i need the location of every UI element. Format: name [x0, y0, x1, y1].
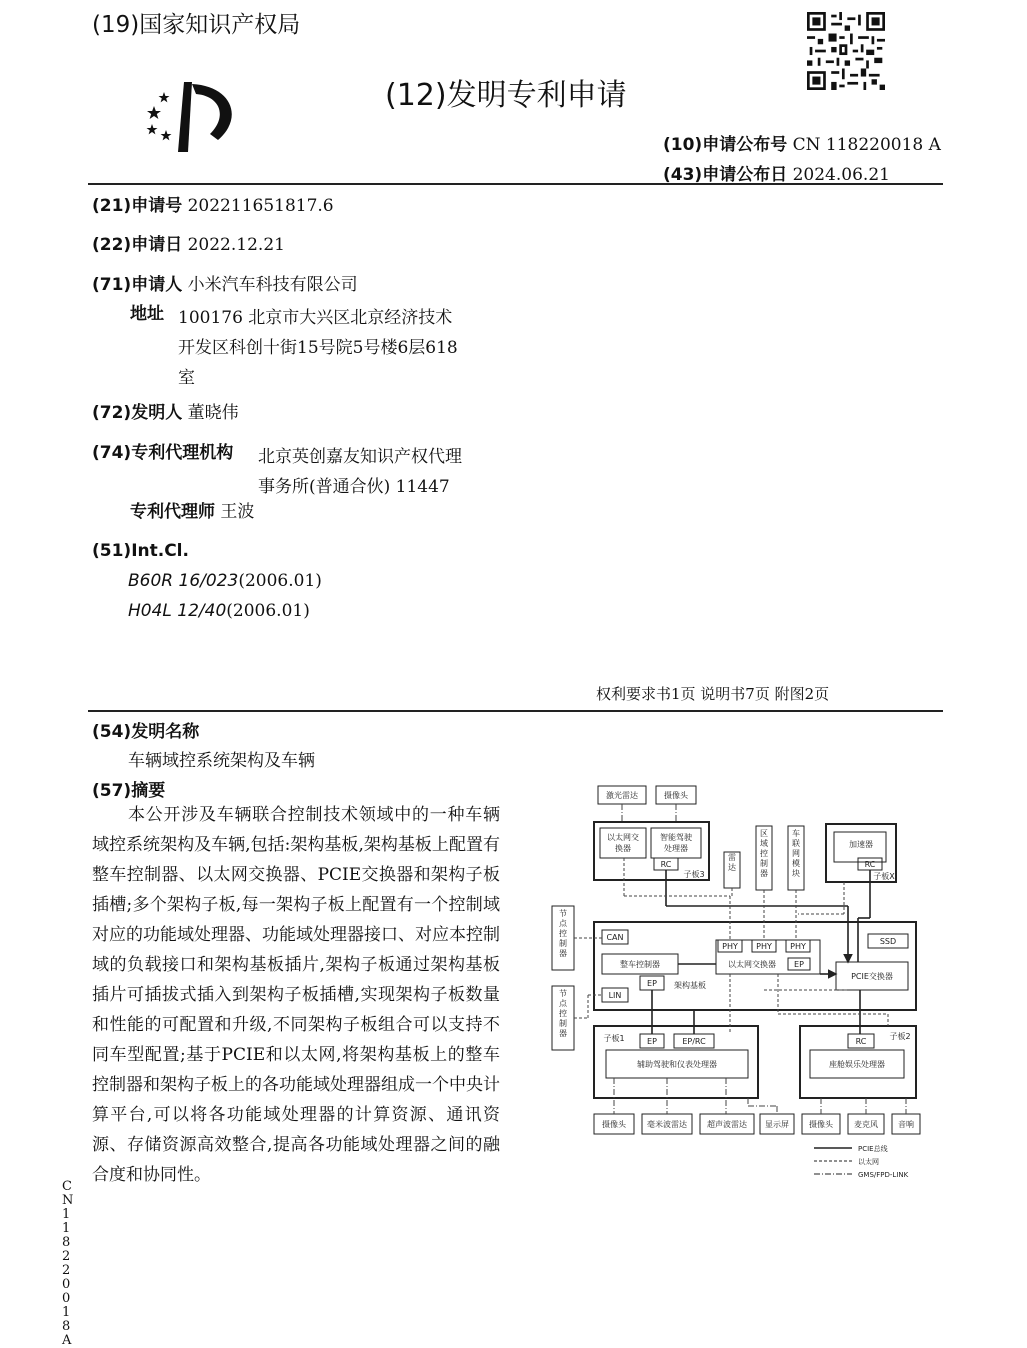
agent: 王波	[220, 502, 255, 522]
address-label: 地址	[130, 304, 164, 324]
label-ultrasonic: 超声波雷达	[707, 1120, 747, 1129]
label-adas-proc-a: 智能驾驶	[660, 833, 692, 842]
label-laser-radar: 激光雷达	[606, 791, 638, 800]
label-vcu: 整车控制器	[620, 960, 660, 969]
inventor-row	[92, 402, 239, 424]
label-phy-2: PHY	[756, 942, 772, 951]
application-number-row	[92, 195, 334, 217]
label-rc-x: RC	[864, 860, 876, 869]
int-cl-1	[128, 571, 322, 591]
applicant-label: (71)申请人	[92, 275, 183, 295]
title-label: (54)发明名称	[92, 722, 200, 742]
legend-pcie: PCIE总线	[858, 1145, 888, 1153]
applicant: 小米汽车科技有限公司	[187, 275, 358, 295]
publication-number-row	[663, 130, 941, 155]
int-cl-1-version: (2006.01)	[238, 571, 322, 591]
label-can: CAN	[606, 933, 624, 942]
agency	[258, 442, 462, 502]
label-display: 显示屏	[765, 1120, 789, 1129]
label-base-board: 架构基板	[674, 981, 706, 990]
label-adas-cluster: 辅助驾驶和仪表处理器	[637, 1060, 717, 1069]
int-cl-label: (51)Int.Cl.	[92, 541, 189, 561]
label-subboardx: 子板X	[873, 872, 895, 881]
legend-gms: GMS/FPD-LINK	[858, 1171, 909, 1179]
address-line-3: 室	[178, 368, 195, 388]
label-ivi: 座舱娱乐处理器	[829, 1060, 885, 1069]
application-number: 202211651817.6	[187, 196, 334, 216]
agency-label: (74)专利代理机构	[92, 443, 234, 463]
label-pcie-switch: PCIE交换器	[851, 972, 893, 981]
inventor-label: (72)发明人	[92, 403, 183, 423]
label-node-ctrl-2: 节点控制器	[559, 989, 567, 1038]
label-ep-base: EP	[647, 979, 657, 988]
agency-line-2: 事务所(普通合伙) 11447	[258, 477, 450, 497]
label-ssd: SSD	[879, 937, 897, 946]
agency-line-1: 北京英创嘉友知识产权代理	[258, 447, 462, 467]
label-accelerator: 加速器	[849, 840, 873, 849]
application-date-row	[92, 234, 285, 256]
side-publication-number: CN 118220018 A	[62, 1179, 74, 1348]
publication-date: 2024.06.21	[792, 165, 890, 185]
address-line-1: 100176 北京市大兴区北京经济技术	[178, 308, 453, 328]
int-cl-2-version: (2006.01)	[226, 601, 310, 621]
document-type: (12)发明专利申请	[385, 78, 627, 113]
label-node-ctrl-1: 节点控制器	[559, 909, 567, 958]
pages-info: 权利要求书1页 说明书7页 附图2页	[596, 685, 830, 703]
label-rc-2: RC	[855, 1037, 867, 1046]
label-telematics: 车联网模块	[792, 829, 800, 878]
legend-eth: 以太网	[858, 1158, 879, 1166]
label-camera-1: 摄像头	[602, 1120, 626, 1129]
invention-title: 车辆域控系统架构及车辆	[128, 751, 315, 771]
label-phy-1: PHY	[722, 942, 738, 951]
title-divider	[88, 710, 943, 712]
label-zone-ctrl: 区域控制器	[760, 829, 768, 878]
label-eth-switch-a: 以太网交	[607, 833, 639, 842]
label-camera-top: 摄像头	[664, 791, 688, 800]
cnipa-logo-icon	[140, 78, 248, 156]
address	[178, 303, 458, 393]
int-cl-2-code: H04L 12/40	[128, 601, 227, 621]
label-rc-3: RC	[660, 860, 672, 869]
label-eth-switch: 以太网交换器	[728, 960, 776, 969]
office-name: (19)国家知识产权局	[92, 12, 301, 38]
agent-row	[130, 501, 254, 523]
label-subboard1: 子板1	[603, 1034, 625, 1043]
label-subboard2: 子板2	[889, 1032, 911, 1041]
label-ep-sub1: EP	[647, 1037, 657, 1046]
label-camera-2: 摄像头	[809, 1120, 833, 1129]
label-ep-eth: EP	[794, 960, 804, 969]
label-adas-proc-b: 处理器	[664, 844, 688, 853]
header-divider	[88, 183, 943, 185]
label-mic: 麦克风	[854, 1120, 878, 1129]
label-lin: LIN	[608, 991, 622, 1000]
application-date: 2022.12.21	[187, 235, 285, 255]
int-cl-2	[128, 601, 310, 621]
publication-date-row	[663, 160, 890, 185]
qr-code-icon	[807, 12, 885, 90]
int-cl-1-code: B60R 16/023	[128, 571, 239, 591]
application-number-label: (21)申请号	[92, 196, 183, 216]
label-eth-switch-b: 换器	[615, 844, 631, 853]
label-speaker: 音响	[898, 1120, 914, 1129]
applicant-row	[92, 274, 358, 296]
publication-date-label: (43)申请公布日	[663, 165, 788, 185]
architecture-figure	[548, 778, 938, 1188]
agent-label: 专利代理师	[130, 502, 215, 522]
label-mmwave: 毫米波雷达	[647, 1120, 687, 1129]
address-line-2: 开发区科创十街15号院5号楼6层618	[178, 338, 458, 358]
label-ep-rc: EP/RC	[682, 1037, 706, 1046]
label-subboard3: 子板3	[683, 870, 705, 879]
abstract-text: 本公开涉及车辆联合控制技术领域中的一种车辆域控系统架构及车辆,包括:架构基板,架构基板上配置有整车控制器、以太网交换器、PCIE交换器和架构子板插槽;多个架构子板,每一架构子板上配置有一个控制域对应的功能域处理器、功能域处理器接口、对应本控制域的负载接口和架构基板插片,架构子板通过架构基板插片可插拔式插入到架构子板插槽,实现架构子板数量和性能的可配置和升级,不同架构子板组合可以支持不同车型配置;基于PCIE和以太网,将架构基板上的整车控制器和架构子板上的各功能域处理器组成一个中央计算平台,可以将各功能域处理器的计算资源、通讯资源、存储资源高效整合,提高各功能域处理器之间的融合度和协同性。	[92, 805, 500, 1185]
inventor: 董晓伟	[187, 403, 239, 423]
label-phy-3: PHY	[790, 942, 806, 951]
publication-number-label: (10)申请公布号	[663, 135, 788, 155]
application-date-label: (22)申请日	[92, 235, 183, 255]
abstract-label: (57)摘要	[92, 781, 166, 801]
label-radar: 雷达	[728, 853, 736, 872]
publication-number: CN 118220018 A	[792, 135, 941, 155]
